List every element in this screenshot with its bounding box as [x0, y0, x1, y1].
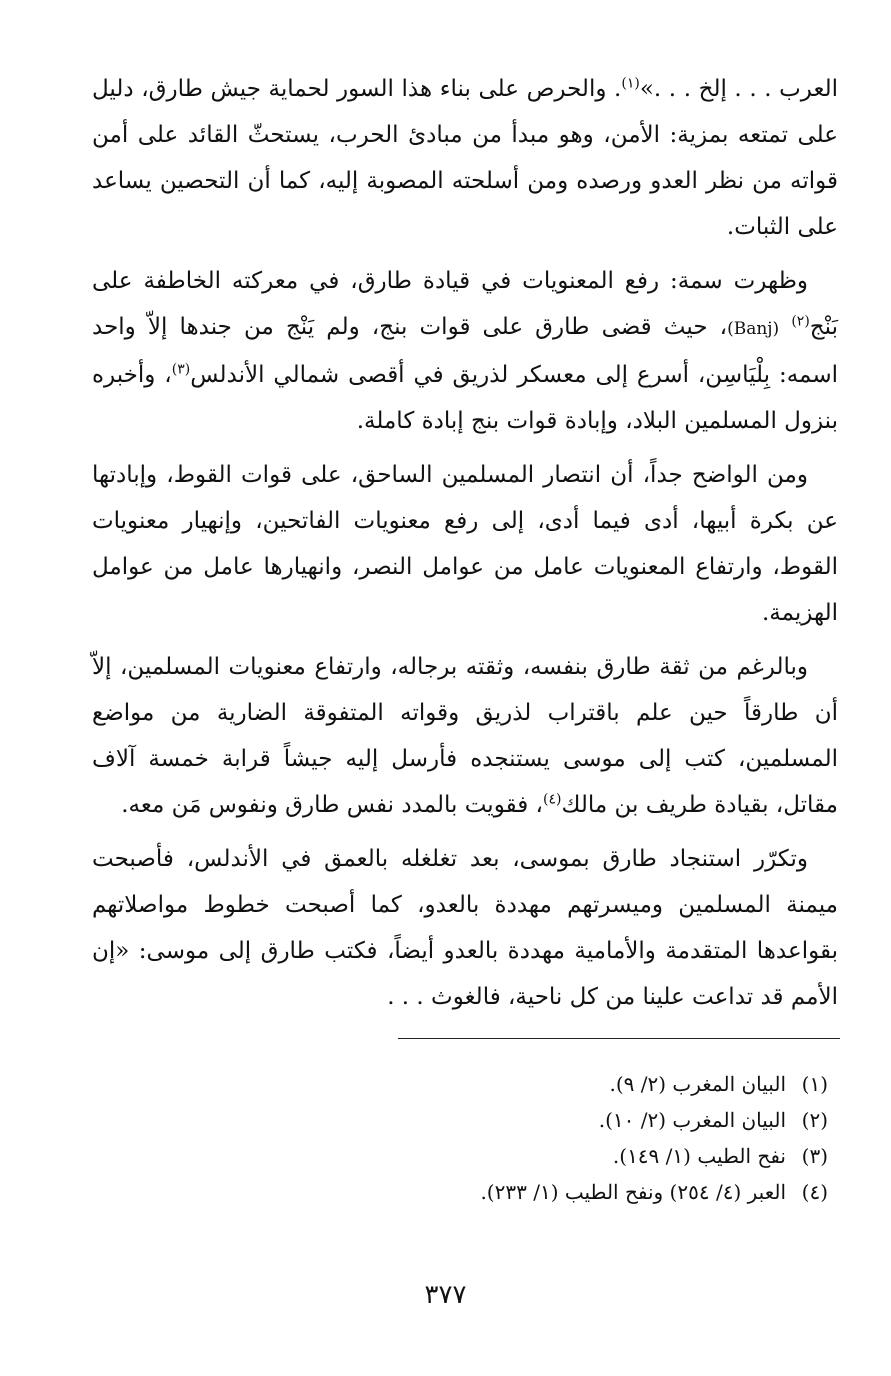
footnote-text: البيان المغرب (٢/ ٩).	[609, 1072, 786, 1096]
footnote-number: (٤)	[801, 1180, 828, 1204]
main-text	[92, 66, 838, 1028]
footnote-text: البيان المغرب (٢/ ١٠).	[598, 1108, 786, 1132]
paragraph-text: ، فقويت بالمدد نفس طارق ونفوس مَن معه.	[121, 792, 543, 818]
footnote-ref: (٣)	[171, 361, 191, 378]
paragraph-1	[92, 66, 838, 250]
latin-term: (Banj)	[727, 319, 780, 339]
footnote-text: العبر (٤/ ٢٥٤) ونفح الطيب (١/ ٢٣٣).	[480, 1180, 786, 1204]
footnote	[92, 1102, 828, 1138]
paragraph-text: ، حيث قضى طارق على قوات بنج، ولم يَنْج من جندها إلاّ واحد اسمه: بِلْيَاسِن، أسرع إلى معسكر لذريق في أقصى شمالي الأندلس	[92, 314, 838, 388]
footnote-ref: (١)	[621, 75, 640, 92]
footnote-ref: (٤)	[542, 791, 562, 808]
paragraph-text: . والحرص على بناء هذا السور لحماية جيش طارق، دليل على تمتعه بمزية: الأمن، وهو مبدأ من مبادئ الحرب، يستحثّ القائد على أمن قواته من نظر العدو ورصده ومن أسلحته المصوبة إليه، كما أن التحصين يساعد على الثبات.	[92, 76, 838, 240]
paragraph-4	[92, 644, 838, 828]
paragraph-text: وظهرت سمة: رفع المعنويات في قيادة طارق، في معركته الخاطفة على بَنْج	[92, 268, 838, 340]
footnote-divider	[398, 1038, 840, 1039]
footnote-number: (١)	[801, 1072, 828, 1096]
paragraph-text: ومن الواضح جداً، أن انتصار المسلمين الساحق، على قوات القوط، وإبادتها عن بكرة أبيها، أدى فيما أدى، إلى رفع معنويات الفاتحين، وإنهيار معنويات القوط، وارتفاع المعنويات عامل من عوامل النصر، وانهيارها عامل من عوامل الهزيمة.	[92, 462, 838, 626]
footnote-number: (٢)	[801, 1108, 828, 1132]
footnotes	[92, 1066, 828, 1210]
page-number: ٣٧٧	[424, 1280, 467, 1310]
footnote	[92, 1138, 828, 1174]
paragraph-text: ، وأخبره بنزول المسلمين البلاد، وإبادة قوات بنج إبادة كاملة.	[92, 362, 838, 434]
footnote	[92, 1066, 828, 1102]
paragraph-3	[92, 452, 838, 636]
paragraph-text: العرب . . . إلخ . . .»	[639, 76, 838, 102]
footnote-number: (٣)	[801, 1144, 828, 1168]
footnote	[92, 1174, 828, 1210]
footnote-text: نفح الطيب (١/ ١٤٩).	[612, 1144, 786, 1168]
paragraph-2	[92, 258, 838, 444]
paragraph-text: وبالرغم من ثقة طارق بنفسه، وثقته برجاله، وارتفاع معنويات المسلمين، إلاّ أن طارقاً حين علم باقتراب لذريق وقواته المتفوقة الضارية من مواضع المسلمين، كتب إلى موسى يستنجده فأرسل إليه جيشاً قرابة خمسة آلاف مقاتل، بقيادة طريف بن مالك	[92, 654, 838, 818]
paragraph-5	[92, 836, 838, 1020]
paragraph-text: وتكرّر استنجاد طارق بموسى، بعد تغلغله بالعمق في الأندلس، فأصبحت ميمنة المسلمين وميسرتهم مهددة بالعدو، كما أصبحت خطوط مواصلاتهم بقواعدها المتقدمة والأمامية مهددة بالعدو أيضاً، فكتب طارق إلى موسى: «إن الأمم قد تداعت علينا من كل ناحية، فالغوث . . .	[92, 846, 838, 1010]
footnote-ref: (٢)	[791, 313, 810, 330]
